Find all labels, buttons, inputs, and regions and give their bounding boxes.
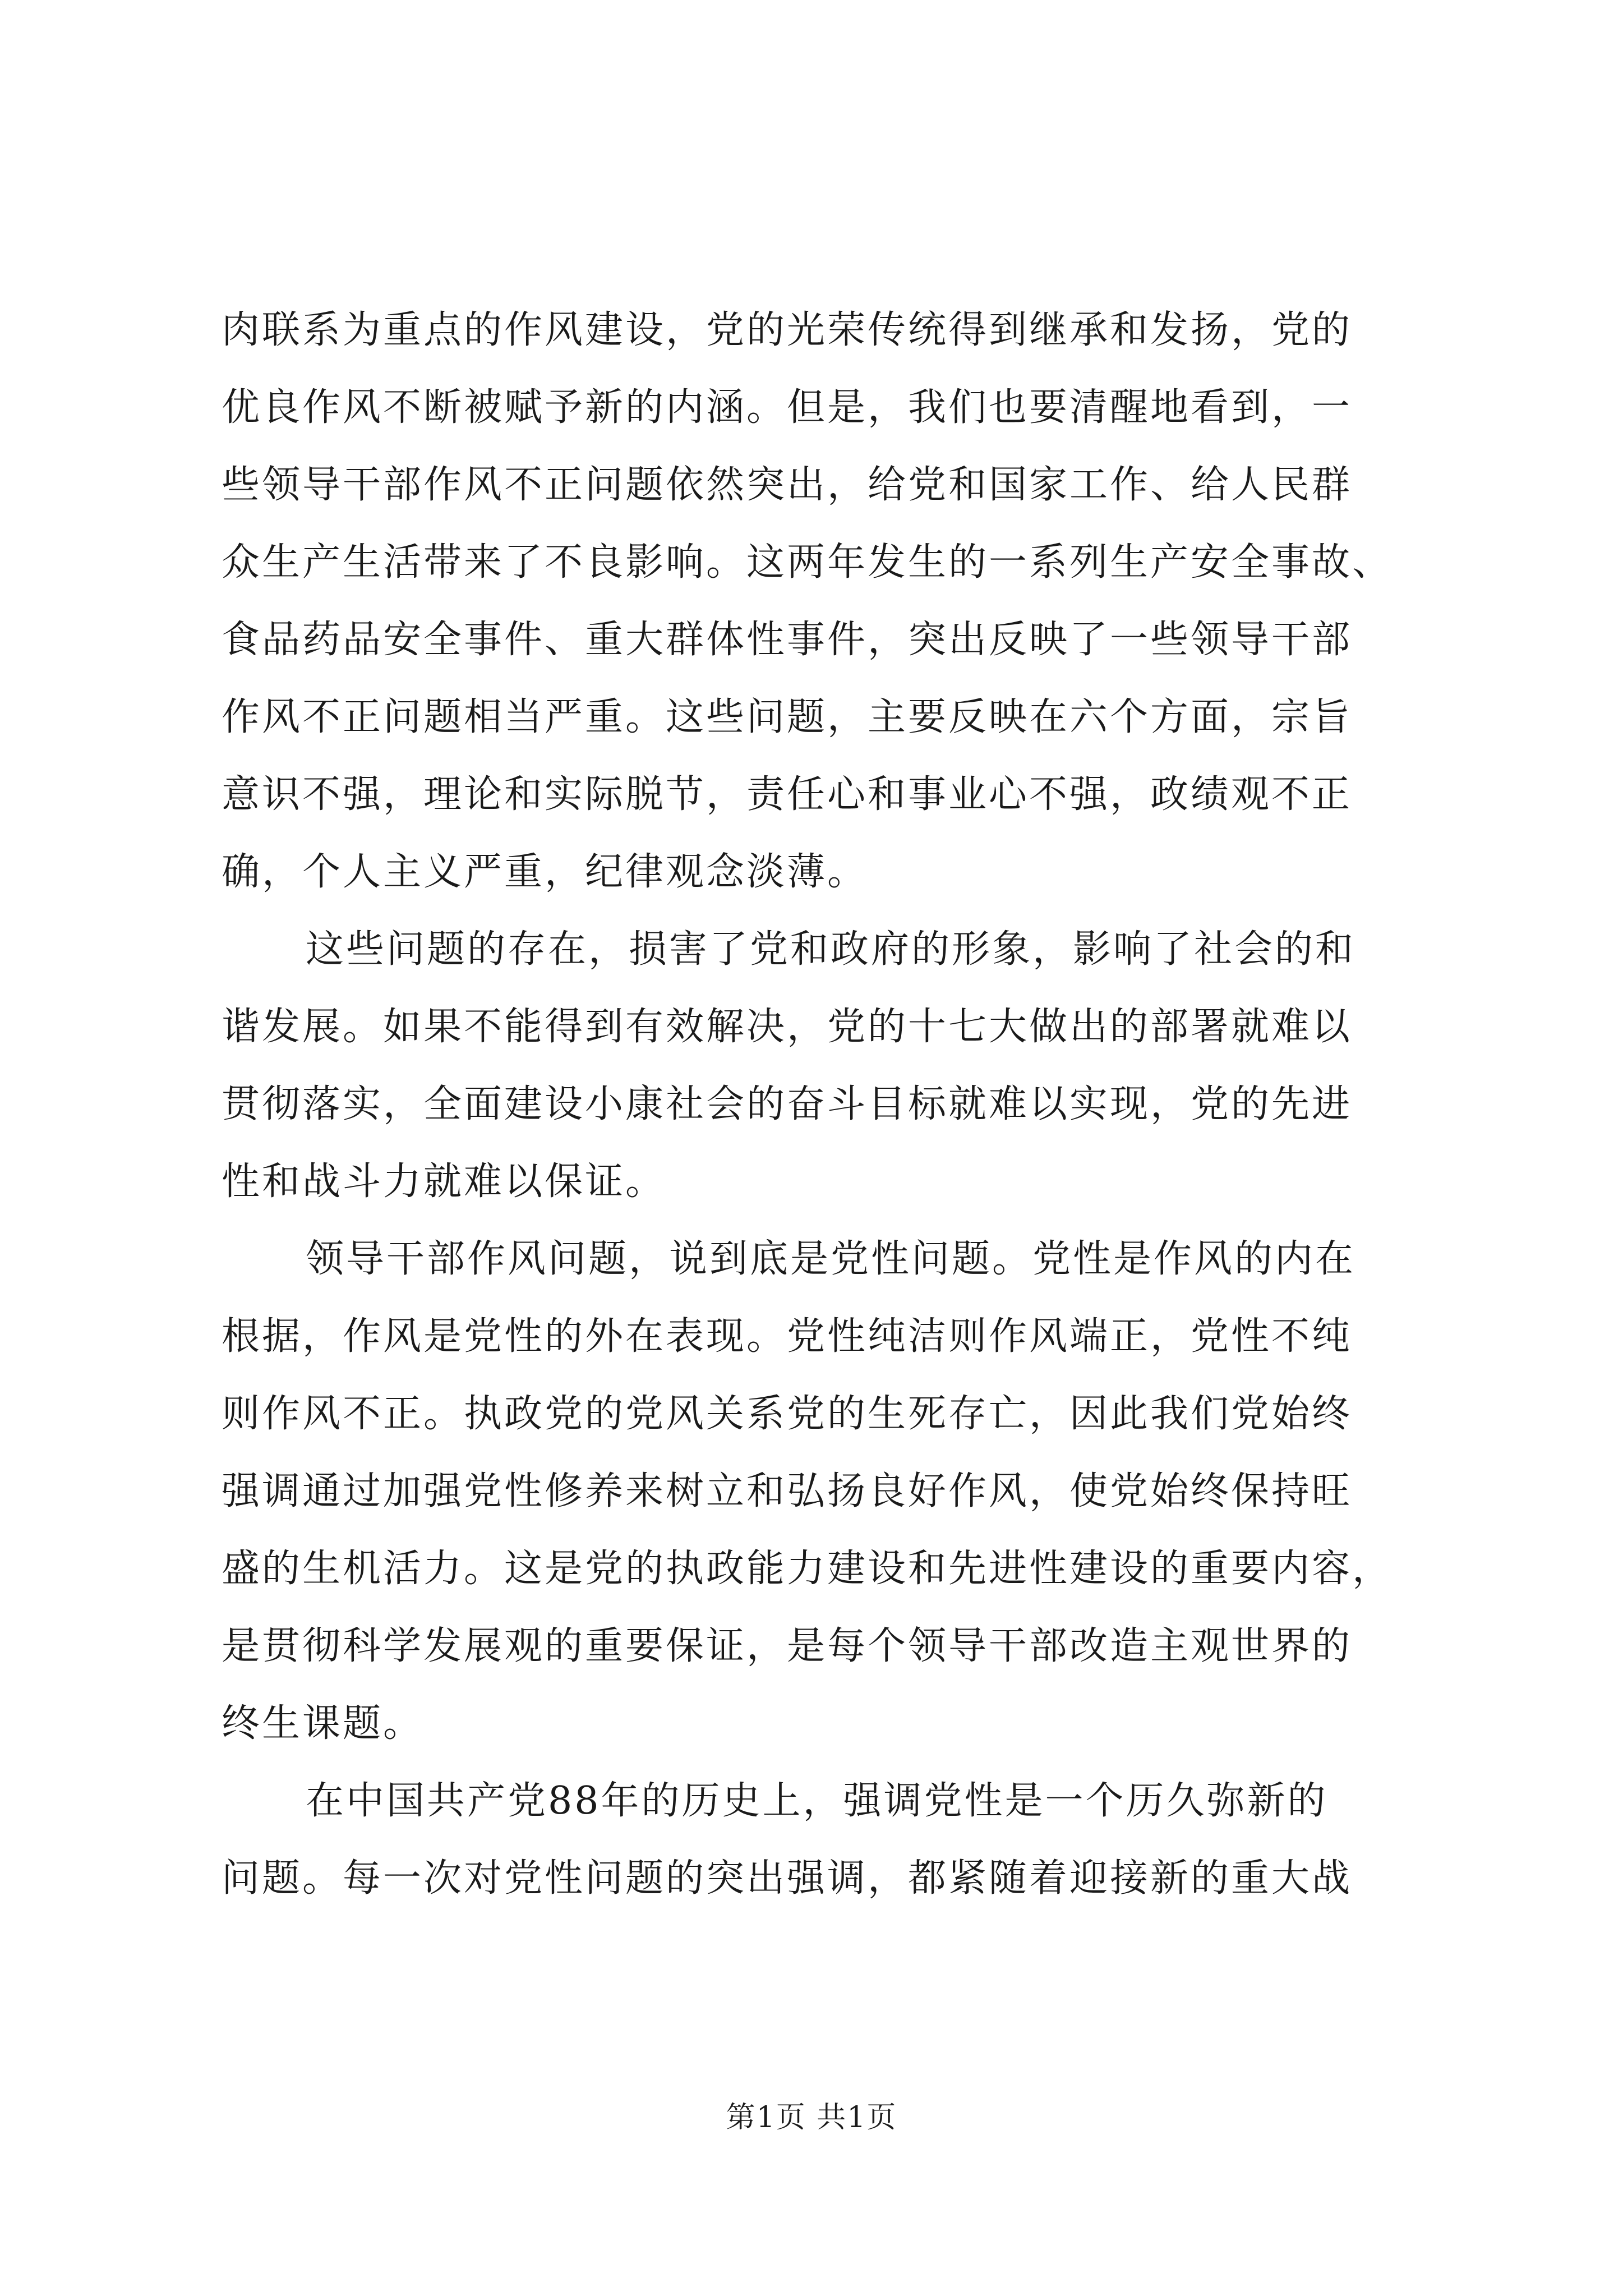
text-line: 则作风不正。执政党的党风关系党的生死存亡，因此我们党始终	[222, 1392, 1353, 1436]
text-line: 根据，作风是党性的外在表现。党性纯洁则作风端正，党性不纯	[222, 1314, 1353, 1359]
text-line: 终生课题。	[222, 1701, 424, 1746]
paragraph-first-line: 在中国共产党88年的历史上，强调党性是一个历久弥新的	[306, 1779, 1328, 1823]
text-line: 问题。每一次对党性问题的突出强调，都紧随着迎接新的重大战	[222, 1856, 1353, 1901]
text-line: 食品药品安全事件、重大群体性事件，突出反映了一些领导干部	[222, 618, 1353, 662]
text-line: 贯彻落实，全面建设小康社会的奋斗目标就难以实现，党的先进	[222, 1082, 1353, 1126]
paragraph-first-line: 这些问题的存在，损害了党和政府的形象，影响了社会的和	[306, 927, 1356, 972]
text-line: 是贯彻科学发展观的重要保证，是每个领导干部改造主观世界的	[222, 1624, 1353, 1668]
text-line: 优良作风不断被赋予新的内涵。但是，我们也要清醒地看到，一	[222, 385, 1353, 430]
text-line: 强调通过加强党性修养来树立和弘扬良好作风，使党始终保持旺	[222, 1469, 1353, 1513]
document-body	[222, 292, 1433, 1917]
paragraph-first-line: 领导干部作风问题，说到底是党性问题。党性是作风的内在	[306, 1237, 1356, 1281]
text-line: 谐发展。如果不能得到有效解决，党的十七大做出的部署就难以	[222, 1005, 1353, 1049]
text-line: 肉联系为重点的作风建设，党的光荣传统得到继承和发扬，党的	[222, 308, 1353, 352]
page-footer: 第1页 共1页	[726, 2101, 897, 2134]
text-line: 众生产生活带来了不良影响。这两年发生的一系列生产安全事故、	[222, 540, 1393, 585]
text-line: 性和战斗力就难以保证。	[222, 1159, 666, 1204]
text-line: 确，个人主义严重，纪律观念淡薄。	[222, 850, 868, 894]
text-line: 作风不正问题相当严重。这些问题，主要反映在六个方面，宗旨	[222, 695, 1353, 739]
text-line: 些领导干部作风不正问题依然突出，给党和国家工作、给人民群	[222, 463, 1353, 507]
text-line: 盛的生机活力。这是党的执政能力建设和先进性建设的重要内容，	[222, 1547, 1393, 1591]
text-line: 意识不强，理论和实际脱节，责任心和事业心不强，政绩观不正	[222, 772, 1353, 817]
